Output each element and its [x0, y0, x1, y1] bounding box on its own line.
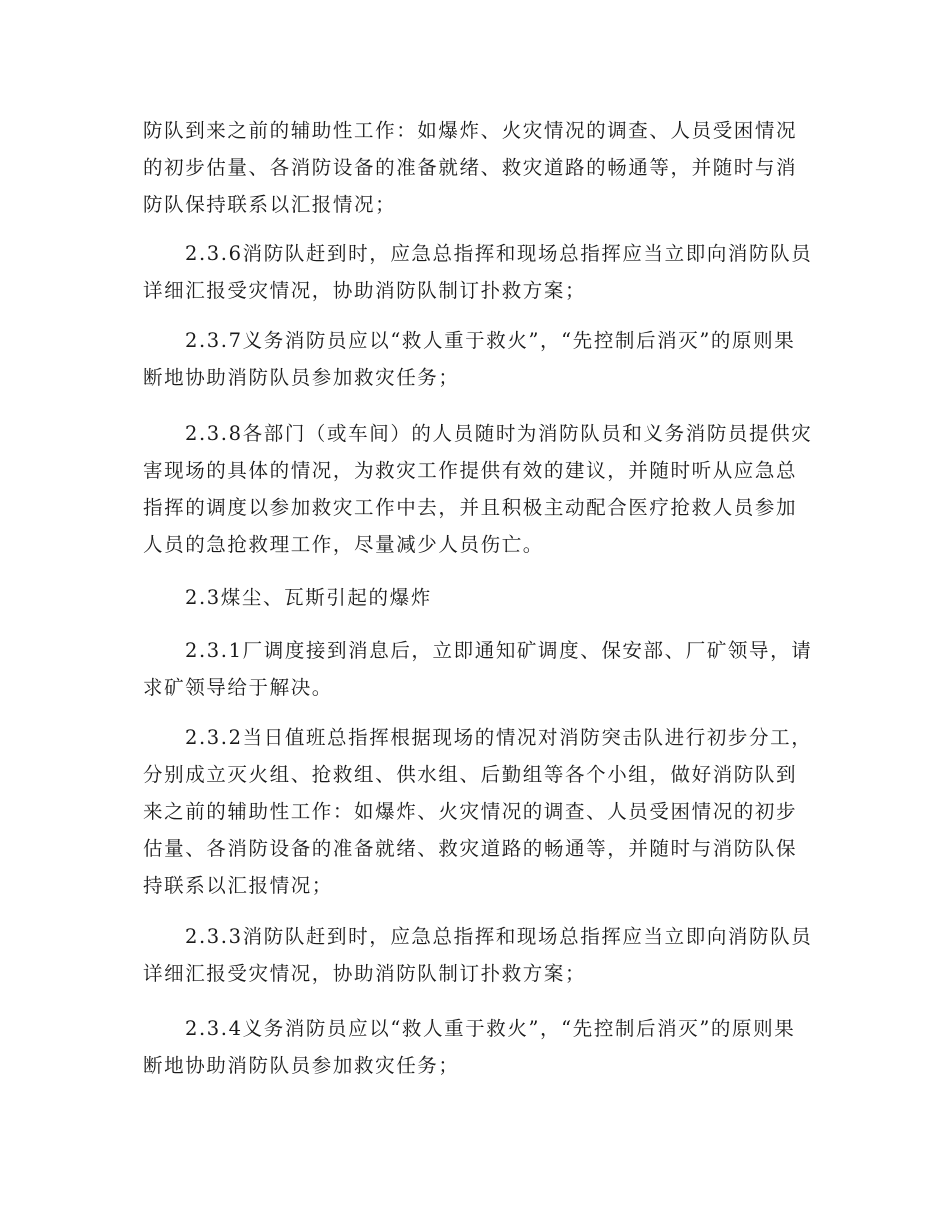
paragraph-2-3-4: 2.3.4义务消防员应以“救人重于救火”，“先控制后消灭”的原则果断地协助消防队员参加救灾任务；: [143, 1017, 796, 1077]
paragraph-2-3-7: 2.3.7义务消防员应以“救人重于救火”，“先控制后消灭”的原则果断地协助消防队员参加救灾任务；: [143, 329, 796, 389]
paragraph-continuation: 防队到来之前的辅助性工作：如爆炸、火灾情况的调查、人员受困情况的初步估量、各消防设备的准备就绪、救灾道路的畅通等，并随时与消防队保持联系以汇报情况；: [143, 119, 798, 216]
paragraph-2-3-8: 2.3.8各部门（或车间）的人员随时为消防队员和义务消防员提供灾害现场的具体的情况，为救灾工作提供有效的建议，并随时听从应急总指挥的调度以参加救灾工作中去，并且积极主动配合医疗抢救人员参加人员的急抢救理工作，尽量减少人员伤亡。: [143, 422, 813, 556]
section-heading-2-3: 2.3煤尘、瓦斯引起的爆炸: [185, 586, 432, 609]
paragraph-2-3-6: 2.3.6消防队赶到时，应急总指挥和现场总指挥应当立即向消防队员详细汇报受灾情况，协助消防队制订扑救方案；: [143, 242, 813, 302]
paragraph-2-3-2: 2.3.2当日值班总指挥根据现场的情况对消防突击队进行初步分工，分别成立灭火组、抢救组、供水组、后勤组等各个小组，做好消防队到来之前的辅助性工作：如爆炸、火灾情况的调查、人员受困情况的初步估量、各消防设备的准备就绪、救灾道路的畅通等，并随时与消防队保持联系以汇报情况；: [143, 726, 813, 897]
paragraph-2-3-1: 2.3.1厂调度接到消息后，立即通知矿调度、保安部、厂矿领导，请求矿领导给于解决。: [143, 639, 813, 699]
paragraph-2-3-3: 2.3.3消防队赶到时，应急总指挥和现场总指挥应当立即向消防队员详细汇报受灾情况，协助消防队制订扑救方案；: [143, 925, 813, 985]
